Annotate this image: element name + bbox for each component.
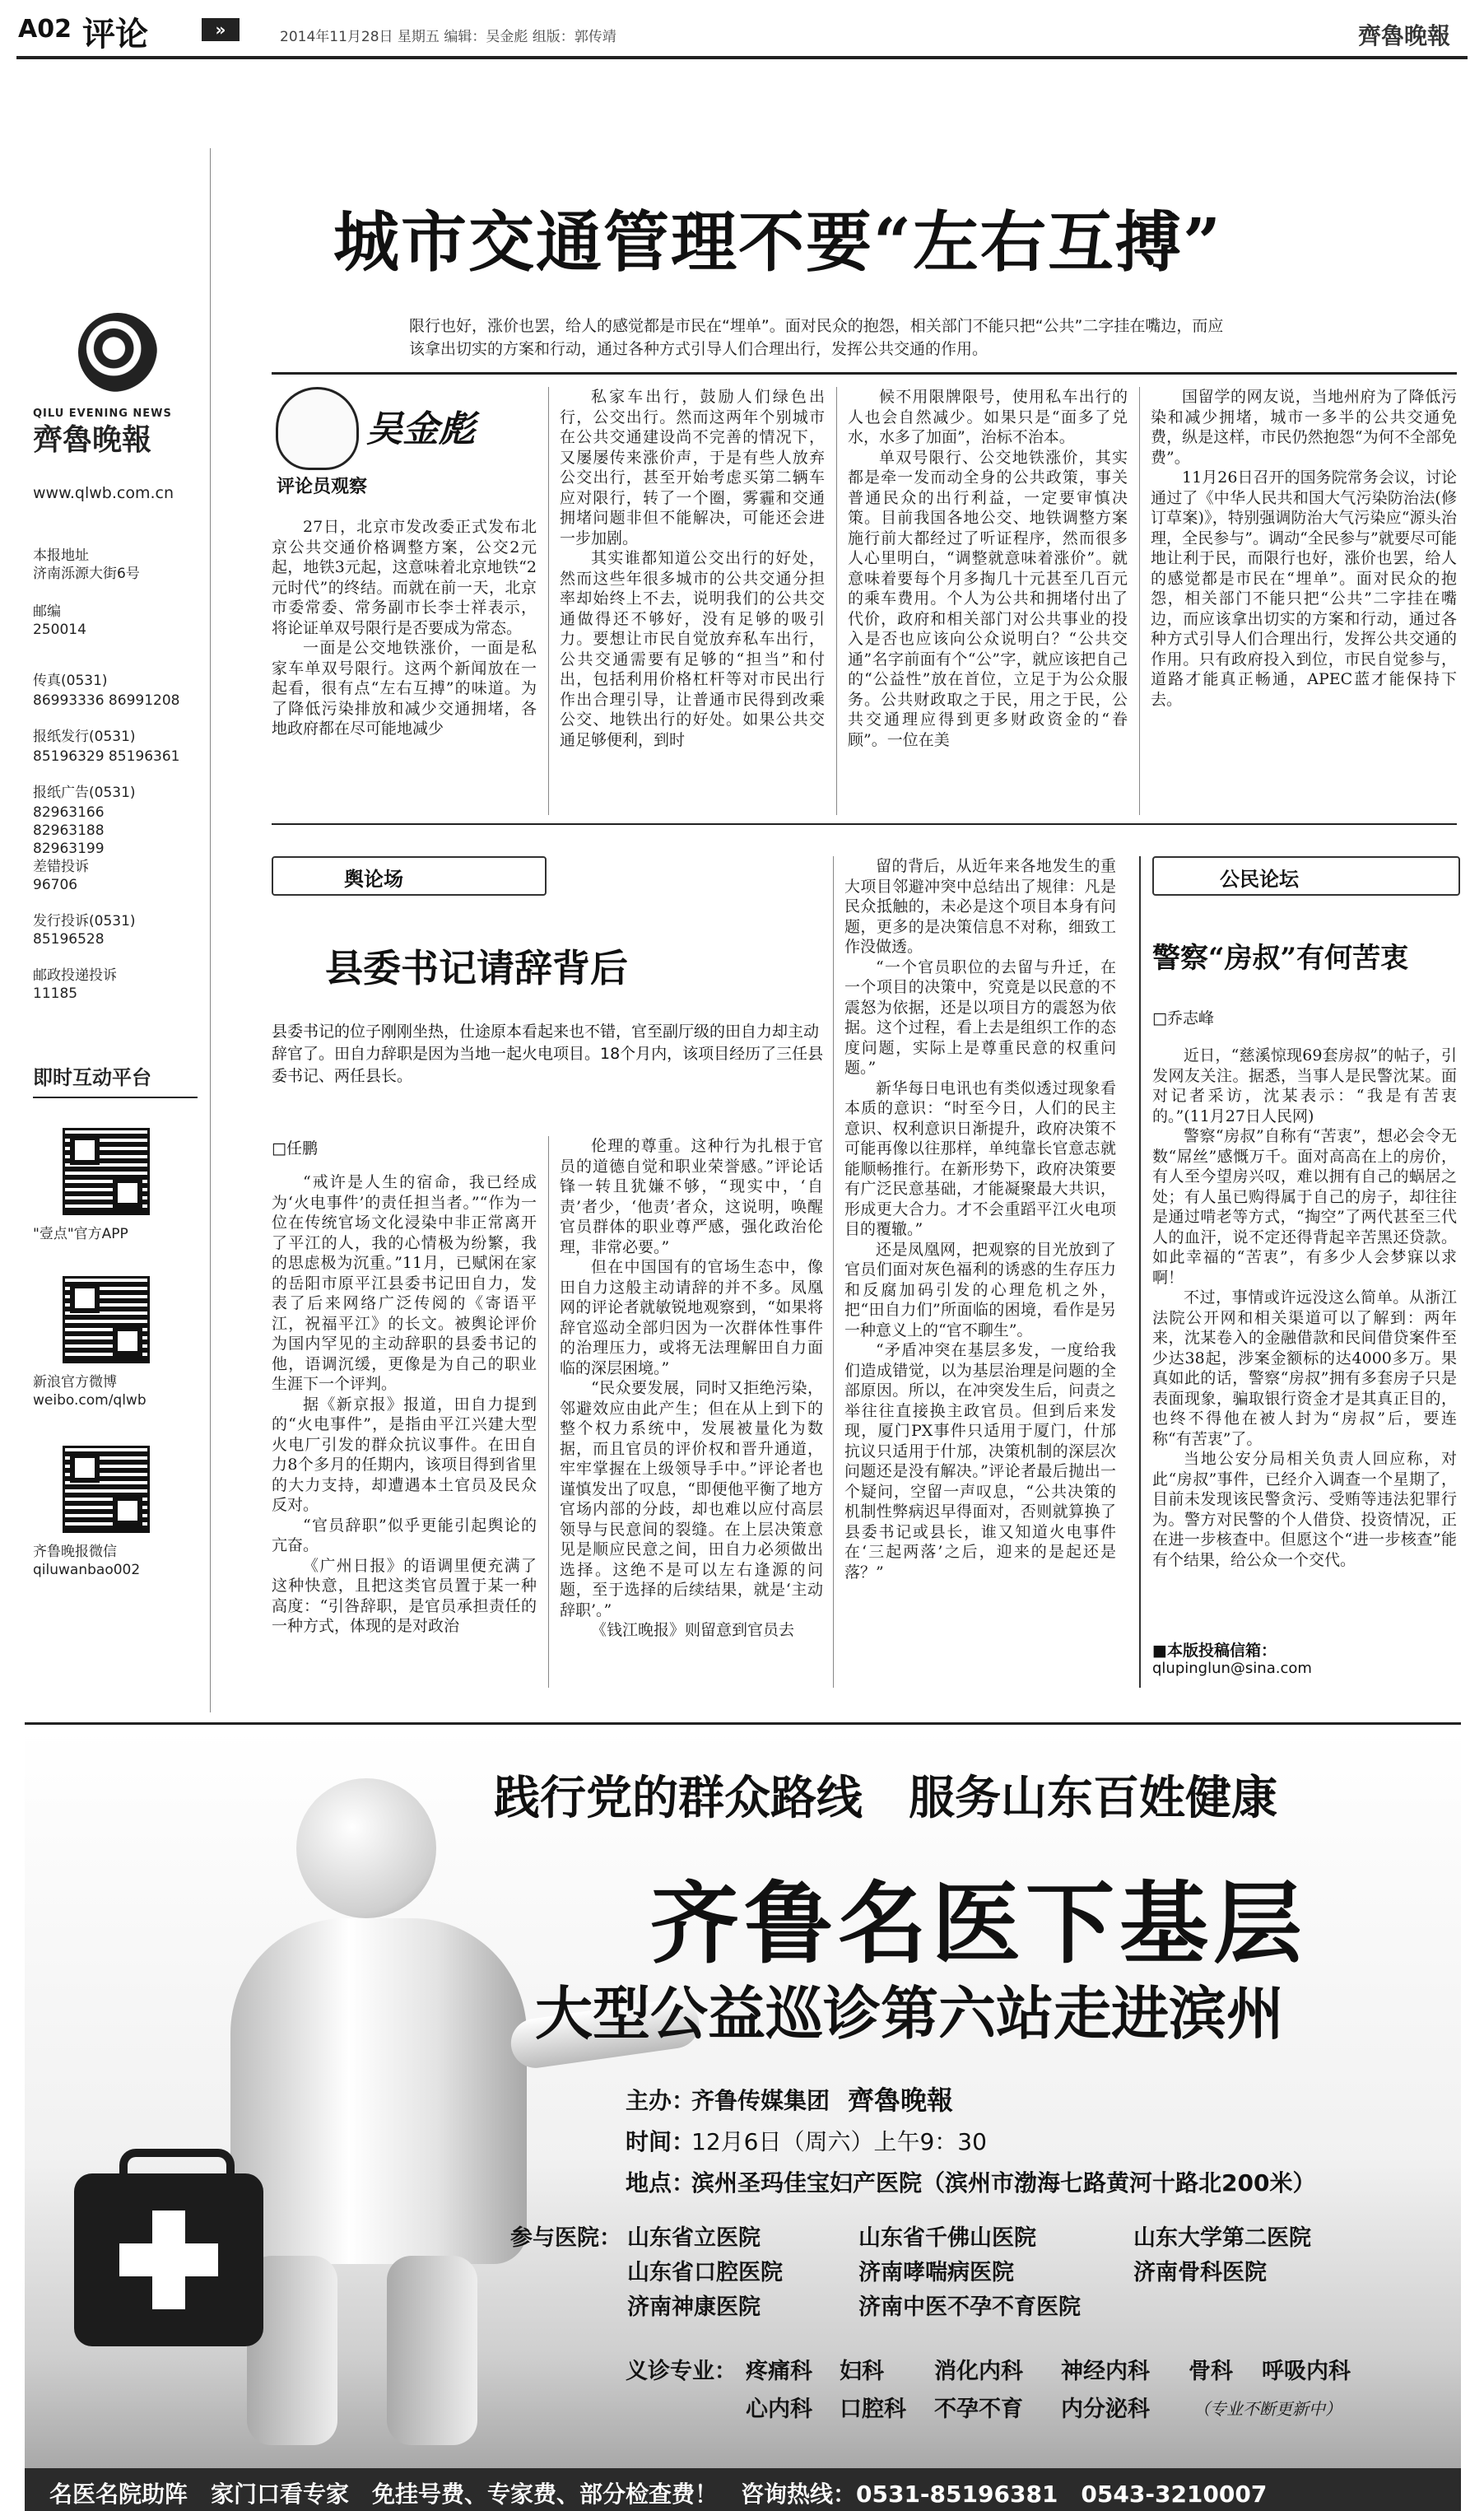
paragraph: “官员辞职”似乎更能引起舆论的亢奋。 — [272, 1516, 537, 1554]
post-report-label: 邮政投递投诉 — [33, 967, 117, 984]
section-arrow-icon: » — [202, 18, 240, 41]
article1-bottom-rule — [272, 823, 1457, 825]
column-label: 评论员观察 — [277, 477, 368, 497]
paragraph: 伦理的尊重。这种行为扎根于官员的道德自觉和职业荣誉感。”评论话锋一转且犹嫌不够，“现实中，‘自责’者少，‘他责’者众，这说明，唤醒官员群体的职业尊严感，强化政治伦理，非常必要。” — [560, 1137, 823, 1256]
ad-footer-text: 名医名院助阵 家门口看专家 免挂号费、专家费、部分检查费！ 咨询热线：0531-85196381 0543-3210007 — [49, 2481, 1268, 2508]
article1-deck: 限行也好，涨价也罢，给人的感觉都是市民在“埋单”。面对民众的抱怨，相关部门不能只把“公共”二字挂在嘴边，而应该拿出切实的方案和行动，通过各种方式引导人们合理出行，发挥公共交通的作用。 — [409, 317, 1224, 358]
paragraph: “一个官员职位的去留与升迁，在一个项目的决策中，究竟是以民意的不震怒为依据，还是以项目方的震怒为依据。这个过程，看上去是组织工作的态度问题，实际上是尊重民意的权重问题。” — [844, 957, 1116, 1077]
paper-name-en: QILU EVENING NEWS — [33, 408, 172, 420]
ad-top-rule — [25, 1722, 1461, 1725]
column-divider — [548, 387, 549, 815]
address: 济南泺源大街6号 — [33, 566, 140, 582]
advertising-label: 报纸广告(0531) — [33, 785, 136, 801]
paragraph: 国留学的网友说，当地州府为了降低污染和减少拥堵，城市一多半的公共交通免费，纵是这样，市民仍然抱怨“为何不全部免费”。 — [1151, 388, 1457, 467]
article2-column-3 — [844, 856, 1116, 1688]
columnist-portrait-icon — [276, 387, 359, 470]
paragraph: 据《新京报》报道，田自力提到的“火电事件”，是指由平江兴建大型火电厂引发的群众抗议事件。在田自力8个多月的任期内，该项目得到省里的大力支持，却遭遇本土官员及民众反对。 — [272, 1395, 537, 1514]
ad-place-label: 地点： — [626, 2169, 695, 2197]
article2-title: 县委书记请辞背后 — [325, 946, 628, 990]
dept-item: 骨科 — [1189, 2359, 1233, 2384]
fax-label: 传真(0531) — [33, 673, 108, 689]
article2-tag: 舆论场 — [344, 868, 403, 891]
column-divider — [548, 1136, 549, 1688]
doctor-body-icon — [230, 1918, 527, 2264]
article1-column-3 — [848, 387, 1128, 815]
dept-item: 内分泌科 — [1061, 2397, 1150, 2422]
article2-column-1 — [272, 1172, 537, 1683]
hospital-item: 山东省千佛山医院 — [858, 2225, 1036, 2251]
article3-body — [1152, 1046, 1457, 1622]
ad-slogan: 践行党的群众路线 服务山东百姓健康 — [494, 1772, 1277, 1825]
paragraph: 候不用限牌限号，使用私车出行的人也会自然减少。如果只是“面多了兑水，水多了加面”，治标不治本。 — [848, 388, 1128, 446]
article2-author: □任鹏 — [272, 1139, 318, 1158]
article1-title: 城市交通管理不要“左右互搏” — [333, 203, 1223, 281]
article1-column-2 — [560, 387, 825, 815]
paragraph: “矛盾冲突在基层多发，一度给我们造成错觉，以为基层治理是问题的全部原因。所以，在冲突发生后，问责之举往往直接换主政官员。但到后来发现，厦门PX事件只适用于厦门，什邡抗议只适用于什邡，决策机制的深层次问题还是没有解决。”评论者最后抛出一个疑问，空留一声叹息，“公共决策的机制性弊病迟早得面对，否则就算换了县委书记或县长，谁又知道火电事件在‘三起两落’之后，迎来的是起还是落？” — [844, 1341, 1116, 1582]
interactive-title: 即时互动平台 — [33, 1066, 151, 1089]
error-report: 96706 — [33, 877, 78, 893]
ad-place: 滨州圣玛佳宝妇产医院（滨州市渤海七路黄河十路北200米） — [691, 2169, 1316, 2197]
article3-author: □乔志峰 — [1152, 1009, 1214, 1027]
ad-host-logo: 齊魯晚報 — [848, 2085, 954, 2116]
article3-tag-box — [1152, 856, 1460, 896]
distribution-label: 报纸发行(0531) — [33, 729, 136, 745]
dept-item: 消化内科 — [934, 2359, 1023, 2384]
postcode: 250014 — [33, 622, 86, 638]
paper-name-cn: 齊魯晚報 — [33, 422, 152, 457]
qr-wechat-label: 齐鲁晚报微信 — [33, 1544, 117, 1560]
paragraph: 《钱江晚报》则留意到官员去 — [591, 1621, 795, 1639]
medical-cross-icon — [119, 2243, 218, 2276]
interactive-rule — [33, 1097, 198, 1098]
distribution: 85196329 85196361 — [33, 748, 180, 765]
postcode-label: 邮编 — [33, 603, 61, 620]
column-divider — [833, 856, 834, 1688]
hospital-item: 山东省立医院 — [627, 2225, 761, 2251]
paragraph: 一面是公交地铁涨价，一面是私家车单双号限行。这两个新闻放在一起看，很有点“左右互搏”的味道。为了降低污染排放和减少交通拥堵，各地政府都在尽可能地减少 — [272, 639, 537, 738]
paragraph: 《广州日报》的语调里便充满了这种快意，且把这类官员置于某一种高度：“引咎辞职，是官员承担责任的一种方式，体现的是对政治 — [272, 1556, 537, 1635]
paragraph: 新华每日电讯也有类似透过现象看本质的意识：“时至今日，人们的民主意识、权利意识日渐提升，政府决策不可能再像以往那样，单纯靠长官意志就能顺畅推行。在新形势下，政府决策要有广泛民意基础，才能凝聚最大共识，形成更大合力。才不会重蹈平江火电项目的覆辙。” — [844, 1078, 1116, 1238]
hospital-item: 山东省口腔医院 — [627, 2260, 783, 2285]
ad-dept-label: 义诊专业： — [626, 2359, 737, 2384]
post-report: 11185 — [33, 985, 78, 1002]
header-meta: 2014年11月28日 星期五 编辑：吴金彪 组版：郭传靖 — [280, 29, 616, 45]
qr-code-app[interactable] — [63, 1128, 150, 1215]
qr-code-weibo[interactable] — [63, 1276, 150, 1363]
article1-column-4 — [1151, 387, 1457, 815]
sidebar-divider — [210, 148, 211, 1712]
doctor-leg-icon — [387, 2256, 477, 2445]
article2-tag-box — [272, 856, 547, 896]
paragraph: “民众要发展，同时又拒绝污染，邻避效应由此产生；但在从上到下的整个权力系统中，发展被量化为数据，而且官员的评价权和晋升通道，牢牢掌握在上级领导手中。”评论者也谨慎发出了叹息，“即便他平衡了地方官场内部的分歧，却也难以应付高层领导与民意间的裂缝。在上层决策意见是顺应民意之间，田自力必须做出选择。这绝不是可以左右逢源的问题，至于选择的后续结果，就是‘主动辞职’。” — [560, 1379, 823, 1619]
qr-weibo-label: 新浪官方微博 — [33, 1374, 117, 1391]
dept-item: 疼痛科 — [746, 2359, 812, 2384]
column-divider — [1139, 856, 1141, 1688]
website-link[interactable]: www.qlwb.com.cn — [33, 484, 174, 502]
hospital-item: 济南哮喘病医院 — [858, 2260, 1014, 2285]
page-number: A02 — [18, 15, 72, 44]
paragraph: “戒许是人生的宿命，我已经成为‘火电事件’的责任担当者。”“作为一位在传统官场文化浸染中非正常离开了平江的人，我的心情极为纷繁，我的思虑极为沉重。”11月，已赋闲在家的岳阳市原平江县委书记田自力，发表了后来网络广泛传阅的《寄语平江，祝福平江》的长文。被舆论评价为国内罕见的主动辞职的县委书记的他，语调沉缓，更像是为自己的职业生涯下一个评判。 — [272, 1173, 537, 1393]
dept-item: 呼吸内科 — [1262, 2359, 1351, 2384]
article1-column-1 — [272, 517, 537, 813]
hospital-item: 济南骨科医院 — [1133, 2260, 1267, 2285]
paragraph: 还是凤凰网，把观察的目光放到了官员们面对灰色福利的诱惑的生存压力和反腐加码引发的心理危机之外，把“田自力们”所面临的困境，看作是另一种意义上的“官不聊生”。 — [844, 1240, 1116, 1339]
doctor-head-icon — [296, 1778, 436, 1918]
issue-report-label: 发行投诉(0531) — [33, 913, 136, 929]
dept-item: 口腔科 — [840, 2397, 906, 2422]
hospital-item: 山东大学第二医院 — [1133, 2225, 1311, 2251]
address-label: 本报地址 — [33, 547, 89, 564]
ad-host: 齐鲁传媒集团 — [691, 2087, 830, 2114]
article3-tag: 公民论坛 — [1220, 868, 1299, 891]
paragraph: 近日，“慈溪惊现69套房叔”的帖子，引发网友关注。据悉，当事人是民警沈某。面对记者采访，沈某表示：“我是有苦衷的。”(11月27日人民网) — [1152, 1046, 1457, 1125]
paragraph: 单双号限行、公交地铁涨价，其实都是牵一发而动全身的公共政策，事关普通民众的出行利益，一定要审慎决策。目前我国各地公交、地铁调整方案施行前大都经过了听证程序，然而很多人心里明白，“调整就意味着涨价”。就意味着要每个月多掏几十元甚至几百元的乘车费用。个人为公共和拥堵付出了代价，政府和相关部门对公共事业的投入是否也应该向公众说明白？“公共交通”名字前面有个“公”字，就应该把自己的“公益性”放在首位，立足于为公众服务。公共财政取之于民，用之于民，公共交通理应得到更多财政资金的“眷顾”。一位在美 — [848, 448, 1128, 749]
paragraph: 留的背后，从近年来各地发生的重大项目邻避冲突中总结出了规律：凡是民众抵触的，未必是这个项目本身有问题，更多的是决策信息不对称，细致工作没做透。 — [844, 857, 1116, 956]
advertising: 82963166 82963188 82963199 — [33, 804, 105, 857]
columnist-signature: 吴金彪 — [366, 408, 475, 450]
paragraph: 当地公安分局相关负责人回应称，对此“房叔”事件，已经介入调查一个星期了，目前未发现该民警贪污、受贿等违法犯罪行为。警方对民警的个人借贷、投资情况，正在进一步核查中。但愿这个“进一步核查”能有个结果，给公众一个交代。 — [1152, 1450, 1457, 1569]
ad-time: 12月6日（周六）上午9：30 — [691, 2128, 987, 2155]
article2-deck: 县委书记的位子刚刚坐热，仕途原本看起来也不错，官至副厅级的田自力却主动辞官了。田自力辞职是因为当地一起火电项目。18个月内，该项目经历了三任县委书记、两任县长。 — [272, 1023, 824, 1085]
ad-hospital-label: 参与医院： — [510, 2225, 621, 2251]
qr-weibo-url: weibo.com/qlwb — [33, 1392, 147, 1409]
paragraph: 但在中国国有的官场生态中，像田自力这般主动请辞的并不多。凤凰网的评论者就敏锐地观察到，“如果将辞官巡动全部归因为一次群体性事件的治理压力，或将无法理解田自力面临的深层困境。” — [560, 1258, 823, 1377]
qr-wechat-id: qiluwanbao002 — [33, 1562, 141, 1578]
paragraph: 11月26日召开的国务院常务会议，讨论通过了《中华人民共和国大气污染防治法(修订草案)》，特别强调防治大气污染应“源头治理，全民参与”。调动“全民参与”就要尽可能地让利于民，而限行也好，涨价也罢，给人的感觉都是市民在“埋单”。面对民众的抱怨，相关部门不能只把“公共”二字挂在嘴边，而应该拿出切实的方案和行动，通过各种方式引导人们合理出行，发挥公共交通的作用。只有政府投入到位，市民自觉参与，道路才能真正畅通，APEC蓝才能保持下去。 — [1151, 468, 1457, 709]
dept-item: 心内科 — [746, 2397, 812, 2422]
dept-item: 神经内科 — [1061, 2359, 1150, 2384]
paragraph: 私家车出行，鼓励人们绿色出行，公交出行。然而这两年个别城市在公共交通建设尚不完善的情况下，又屡屡传来涨价声，于是有些人放弃公交出行，甚至开始考虑买第二辆车应对限行，转了一个圈，雾霾和交通拥堵问题非但不能解决，可能还会进一步加剧。 — [560, 388, 825, 547]
header-rule — [16, 56, 1468, 59]
newspaper-logo-icon — [78, 313, 157, 392]
ad-title: 齐鲁名医下基层 — [650, 1872, 1308, 1976]
qr-app-label: "壹点"官方APP — [33, 1226, 128, 1242]
dept-note: （专业不断更新中） — [1193, 2399, 1342, 2419]
section-title: 评论 — [82, 15, 148, 54]
fax: 86993336 86991208 — [33, 692, 180, 709]
mail-address[interactable]: qlupinglun@sina.com — [1152, 1660, 1312, 1677]
article1-rule — [272, 372, 1457, 375]
column-divider — [836, 387, 837, 815]
dept-item: 不孕不育 — [934, 2397, 1023, 2422]
dept-item: 妇科 — [840, 2359, 884, 2384]
hospital-item: 济南神康医院 — [627, 2294, 761, 2320]
paragraph: 不过，事情或许远没这么简单。从浙江法院公开网和相关渠道可以了解到：两年来，沈某卷入的金融借款和民间借贷案件至少达38起，涉案金额标的达4000多万。果真如此的话，警察“房叔”拥有多套房子只是表面现象，骗取银行资金才是其真正目的，也终不得他在被人封为“房叔”后，要连称“有苦衷”了。 — [1152, 1288, 1457, 1448]
paragraph: 警察“房叔”自称有“苦衷”，想必会令无数“屌丝”感慨万千。面对高高在上的房价，有人至今望房兴叹，难以拥有自己的蜗居之处；有人虽已购得属于自己的房子，却往往是通过啃老等方式，“掏空”了两代甚至三代人的血汗，说不定还得背起辛苦黑还贷款。如此幸福的“苦衷”，有多少人会梦寐以求啊！ — [1152, 1127, 1457, 1287]
medical-bag-handle-icon — [119, 2149, 235, 2190]
ad-host-label: 主办： — [626, 2087, 695, 2114]
column-divider — [1139, 387, 1140, 815]
paragraph: 27日，北京市发改委正式发布北京公共交通价格调整方案，公交2元起，地铁3元起，这意味着北京地铁“2元时代”的终结。而就在前一天，北京市委常委、常务副市长李士祥表示，将论证单双号限行是否要成为常态。 — [272, 518, 537, 637]
mail-label: ■本版投稿信箱： — [1152, 1642, 1277, 1660]
hospital-item: 济南中医不孕不育医院 — [858, 2294, 1081, 2320]
error-report-label: 差错投诉 — [33, 859, 89, 875]
paragraph: 其实谁都知道公交出行的好处，然而这些年很多城市的公共交通分担率却始终上不去，说明我们的公共交通做得还不够好，没有足够的吸引力。要想让市民自觉放弃私车出行，公共交通需要有足够的“担当”和付出，包括利用价格杠杆等对市民出行作出合理引导，让普通市民得到改乘公交、地铁出行的好处。如果公共交通足够便利，到时 — [560, 549, 825, 749]
ad-subtitle: 大型公益巡诊第六站走进滨州 — [535, 1979, 1284, 2047]
article2-column-2 — [560, 1136, 823, 1688]
ad-time-label: 时间： — [626, 2128, 695, 2155]
qr-code-wechat[interactable] — [63, 1446, 150, 1533]
article3-title: 警察“房叔”有何苦衷 — [1152, 942, 1409, 975]
issue-report: 85196528 — [33, 931, 105, 948]
header-logo: 齊魯晚報 — [1358, 22, 1451, 49]
